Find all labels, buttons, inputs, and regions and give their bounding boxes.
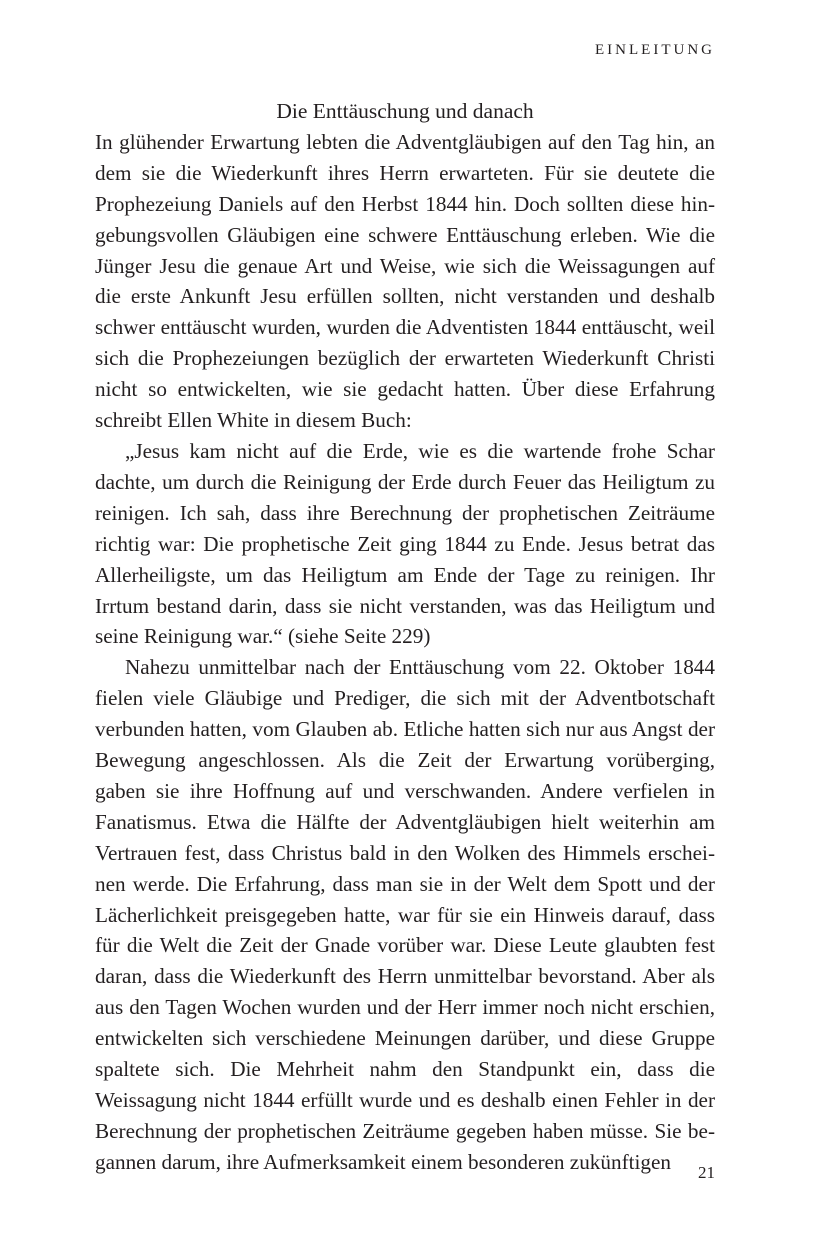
paragraph-3: Nahezu unmittelbar nach der Enttäuschung vom 22. Oktober 1844 fielen viele Gläubige und Prediger, die sich mit der Adventbotschaft verbunden hatten, vom Glauben ab. Etliche hatten sich nur aus Angst der Bewegung angeschlossen. Als die Zeit der Erwartung vorüberging, gaben sie ihre Hoffnung auf und verschwanden. Andere verfielen in Fanatismus. Etwa die Hälfte der Adventgläubigen hielt weiterhin am Vertrauen fest, dass Christus bald in den Wolken des Himmels erscheinen werde. Die Erfahrung, dass man sie in der Welt dem Spott und der Lächerlichkeit preisgegeben hatte, war für sie ein Hinweis darauf, dass für die Welt die Zeit der Gnade vorüber war. Diese Leute glaubten fest daran, dass die Wiederkunft des Herrn unmittelbar bevorstand. Aber als aus den Tagen Wochen wurden und der Herr immer noch nicht erschien, entwickelten sich verschiedene Meinungen darüber, und diese Gruppe spaltete sich. Die Mehrheit nahm den Standpunkt ein, dass die Weissagung nicht 1844 erfüllt wurde und es deshalb einen Fehler in der Berechnung der prophetischen Zeiträume gegeben haben müsse. Sie begannen darum, ihre Aufmerksamkeit einem besonderen zukünftigen xyxy=(95,655,715,1174)
paragraph-quote: „Jesus kam nicht auf die Erde, wie es die wartende frohe Schar dachte, um durch die Reinigung der Erde durch Feuer das Heiligtum zu reinigen. Ich sah, dass ihre Berechnung der prophetischen Zeiträume richtig war: Die prophetische Zeit ging 1844 zu Ende. Jesus betrat das Allerheiligste, um das Heiligtum am Ende der Tage zu reinigen. Ihr Irrtum bestand darin, dass sie nicht verstanden, was das Heiligtum und seine Reinigung war.“ (siehe Seite 229) xyxy=(95,438,715,649)
page-number: 21 xyxy=(698,1163,715,1182)
section-heading: Die Enttäuschung und danach xyxy=(276,99,534,123)
paragraph-1: In glühender Erwartung lebten die Adventgläubigen auf den Tag hin, an dem sie die Wiederkunft ihres Herrn erwarteten. Für sie deutete die Prophezeiung Daniels auf den Herbst 1844 hin. Doch sollten diese hingebungsvollen Gläubigen eine schwere Enttäuschung erleben. Wie die Jünger Jesu die genaue Art und Weise, wie sich die Weissagungen auf die erste Ankunft Jesu erfüllen sollten, nicht verstanden und deshalb schwer enttäuscht wurden, wurden die Adventisten 1844 enttäuscht, weil sich die Prophezeiungen bezüglich der erwarteten Wiederkunft Christi nicht so entwickelten, wie sie gedacht hatten. Über diese Erfahrung schreibt Ellen White in diesem Buch: xyxy=(95,129,715,433)
running-header: EINLEITUNG xyxy=(595,42,715,58)
body-text xyxy=(95,96,715,1178)
